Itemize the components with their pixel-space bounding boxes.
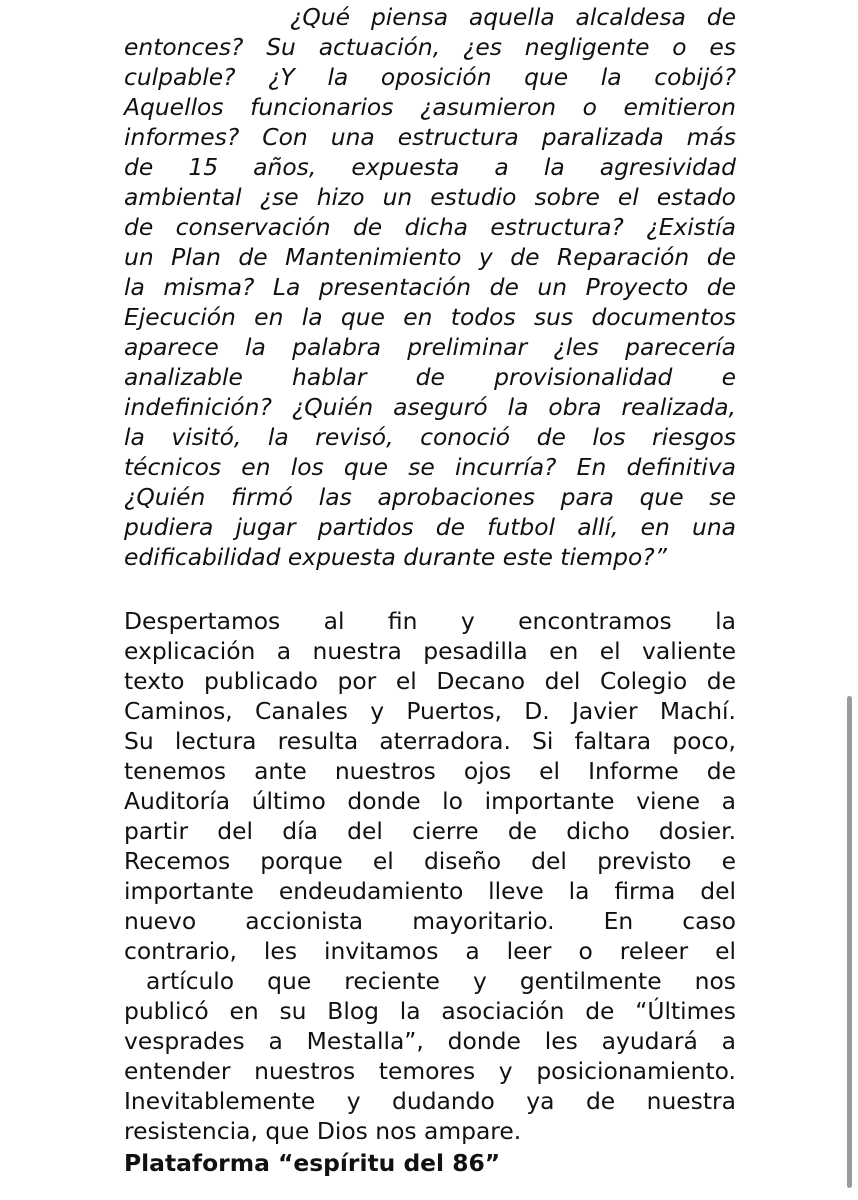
quote-line: edificabilidad expuesta durante este tiempo?”: [124, 543, 667, 571]
paragraph-line: importante endeudamiento lleve la firma del: [124, 877, 736, 905]
quote-line: técnicos en los que se incurría? En definitiva: [124, 453, 736, 481]
quote-line: analizable hablar de provisionalidad e: [124, 363, 736, 391]
quote-line: aparece la palabra preliminar ¿les parecería: [124, 333, 736, 361]
paragraph-line: texto publicado por el Decano del Colegio de: [124, 667, 736, 695]
paragraph-line: Auditoría último donde lo importante viene a: [124, 787, 736, 815]
quote-line: entonces? Su actuación, ¿es negligente o es: [124, 33, 736, 61]
signature: Plataforma “espíritu del 86”: [124, 1149, 501, 1177]
paragraph-line: entender nuestros temores y posicionamiento.: [124, 1057, 736, 1085]
paragraph-line: partir del día del cierre de dicho dosier.: [124, 817, 736, 845]
paragraph-line: nuevo accionista mayoritario. En caso: [124, 907, 736, 935]
quote-line: informes? Con una estructura paralizada más: [124, 123, 736, 151]
paragraph-line: Recemos porque el diseño del previsto e: [124, 847, 736, 875]
paragraph-line: Caminos, Canales y Puertos, D. Javier Machí.: [124, 697, 736, 725]
quote-line: ambiental ¿se hizo un estudio sobre el estado: [124, 183, 736, 211]
paragraph-line: Despertamos al fin y encontramos la: [124, 607, 736, 635]
quote-line: un Plan de Mantenimiento y de Reparación de: [124, 243, 736, 271]
quote-line: la visitó, la revisó, conoció de los riesgos: [124, 423, 736, 451]
paragraph-line: Su lectura resulta aterradora. Si faltara poco,: [124, 727, 736, 755]
paragraph-line: contrario, les invitamos a leer o releer el: [124, 937, 736, 965]
quote-line: ¿Quién firmó las aprobaciones para que se: [124, 483, 736, 511]
paragraph-line: explicación a nuestra pesadilla en el valiente: [124, 637, 736, 665]
quote-line: la misma? La presentación de un Proyecto de: [124, 273, 736, 301]
paragraph-line: publicó en su Blog la asociación de “Últimes: [124, 997, 736, 1025]
quote-line: de 15 años, expuesta a la agresividad: [124, 153, 736, 181]
quote-line: Aquellos funcionarios ¿asumieron o emitieron: [124, 93, 736, 121]
paragraph-line: Inevitablemente y dudando ya de nuestra: [124, 1087, 736, 1115]
quote-line: de conservación de dicha estructura? ¿Existía: [124, 213, 736, 241]
quote-line: Ejecución en la que en todos sus documentos: [124, 303, 736, 331]
quote-line: culpable? ¿Y la oposición que la cobijó?: [124, 63, 736, 91]
paragraph-line: resistencia, que Dios nos ampare.: [124, 1117, 522, 1145]
scrollbar-thumb[interactable]: [847, 696, 852, 1188]
paragraph-line: vesprades a Mestalla”, donde les ayudará a: [124, 1027, 736, 1055]
quote-line: pudiera jugar partidos de futbol allí, en una: [124, 513, 736, 541]
paragraph-line: artículo que reciente y gentilmente nos: [146, 967, 736, 995]
quote-line: ¿Qué piensa aquella alcaldesa de: [290, 3, 736, 31]
paragraph-line: tenemos ante nuestros ojos el Informe de: [124, 757, 736, 785]
quote-line: indefinición? ¿Quién aseguró la obra realizada,: [124, 393, 736, 421]
